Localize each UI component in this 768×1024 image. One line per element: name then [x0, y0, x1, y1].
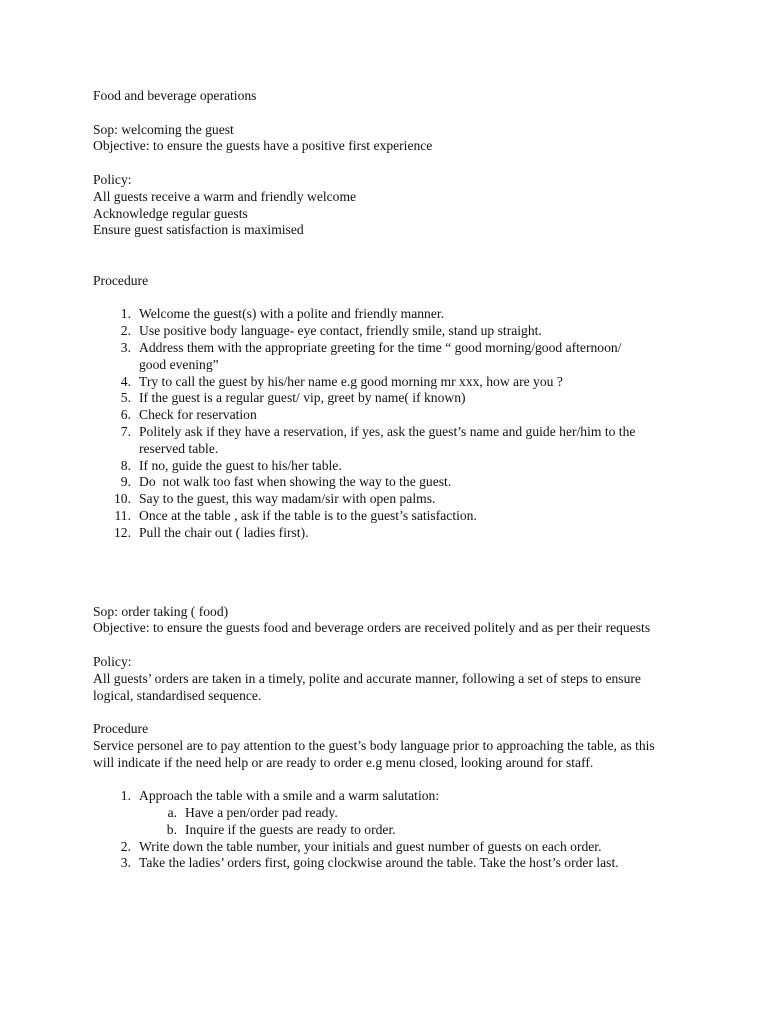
list-item [93, 525, 683, 542]
sub-list-item [93, 805, 683, 822]
document-title: Food and beverage operations [93, 88, 257, 103]
sub-list-letter: b. [166, 821, 177, 837]
sub-list-text: Have a pen/order pad ready. [185, 805, 338, 821]
sop1-heading: Sop: welcoming the guest [93, 121, 234, 137]
list-text: Welcome the guest(s) with a polite and friendly manner. [139, 306, 445, 322]
list-number: 7. [120, 423, 131, 439]
list-text: Politely ask if they have a reservation, if yes, ask the guest’s name and guide her/him to the reserved table. [139, 423, 636, 456]
sub-list-letter: a. [167, 805, 177, 821]
list-item [93, 458, 683, 475]
list-text: Once at the table , ask if the table is to the guest’s satisfaction. [139, 507, 477, 523]
list-number: 8. [120, 457, 131, 473]
list-text: Do not walk too fast when showing the way to the guest. [139, 474, 452, 490]
list-number: 6. [120, 407, 131, 423]
list-text: Address them with the appropriate greeting for the time “ good morning/good afternoon/ good evening” [139, 339, 622, 372]
list-number: 1. [120, 306, 131, 322]
list-text: Approach the table with a smile and a warm salutation: [139, 788, 440, 804]
list-text: Check for reservation [139, 407, 257, 423]
list-number: 2. [120, 838, 131, 854]
list-item [93, 340, 683, 374]
sop2-heading: Sop: order taking ( food) [93, 603, 229, 619]
list-text: If no, guide the guest to his/her table. [139, 457, 342, 473]
list-text: Write down the table number, your initials and guest number of guests on each order. [139, 838, 602, 854]
list-text: Use positive body language- eye contact, friendly smile, stand up straight. [139, 323, 542, 339]
list-item [93, 839, 683, 856]
list-number: 5. [120, 390, 131, 406]
list-item [93, 407, 683, 424]
sop2-objective: Objective: to ensure the guests food and beverage orders are received politely and as per their requests [93, 620, 651, 636]
list-number: 3. [120, 339, 131, 355]
sub-list-item [93, 822, 683, 839]
sop1-procedure-list [93, 306, 683, 541]
list-number: 2. [120, 323, 131, 339]
sop2-procedure-text: Service personel are to pay attention to the guest’s body language prior to approaching the table, as this will indicate if the need help or are ready to order e.g menu closed, looking around for staff. [93, 737, 655, 770]
list-item [93, 855, 683, 872]
sop2-procedure-list [93, 788, 683, 872]
list-item [93, 474, 683, 491]
sop2-policy-text: All guests’ orders are taken in a timely, polite and accurate manner, following a set of steps to ensure logical, standardised sequence. [93, 670, 641, 703]
document-page [93, 88, 683, 872]
sop1-procedure-label: Procedure [93, 272, 149, 288]
list-item [93, 390, 683, 407]
list-number: 10. [114, 491, 131, 507]
list-item [93, 323, 683, 340]
list-text: If the guest is a regular guest/ vip, greet by name( if known) [139, 390, 466, 406]
list-number: 3. [120, 855, 131, 871]
list-text: Say to the guest, this way madam/sir with open palms. [139, 491, 436, 507]
list-item [93, 374, 683, 391]
list-text: Pull the chair out ( ladies first). [139, 524, 309, 540]
sop1-objective: Objective: to ensure the guests have a positive first experience [93, 138, 433, 154]
list-number: 1. [120, 788, 131, 804]
list-number: 12. [114, 524, 131, 540]
list-item [93, 491, 683, 508]
sop1-policy-line: All guests receive a warm and friendly welcome [93, 188, 357, 204]
list-number: 11. [114, 507, 131, 523]
list-item [93, 508, 683, 525]
list-text: Take the ladies’ orders first, going clockwise around the table. Take the host’s order last. [139, 855, 619, 871]
list-text: Try to call the guest by his/her name e.g good morning mr xxx, how are you ? [139, 373, 563, 389]
list-item [93, 788, 683, 805]
sop1-policy-line: Acknowledge regular guests [93, 205, 248, 221]
list-number: 4. [120, 373, 131, 389]
sub-list-text: Inquire if the guests are ready to order. [185, 821, 396, 837]
sop1-policy-label: Policy: [93, 171, 132, 187]
sop1-policy-line: Ensure guest satisfaction is maximised [93, 222, 304, 238]
sop2-procedure-label: Procedure [93, 721, 149, 737]
list-item [93, 424, 683, 458]
list-item [93, 306, 683, 323]
sop2-policy-label: Policy: [93, 653, 132, 669]
list-number: 9. [120, 474, 131, 490]
